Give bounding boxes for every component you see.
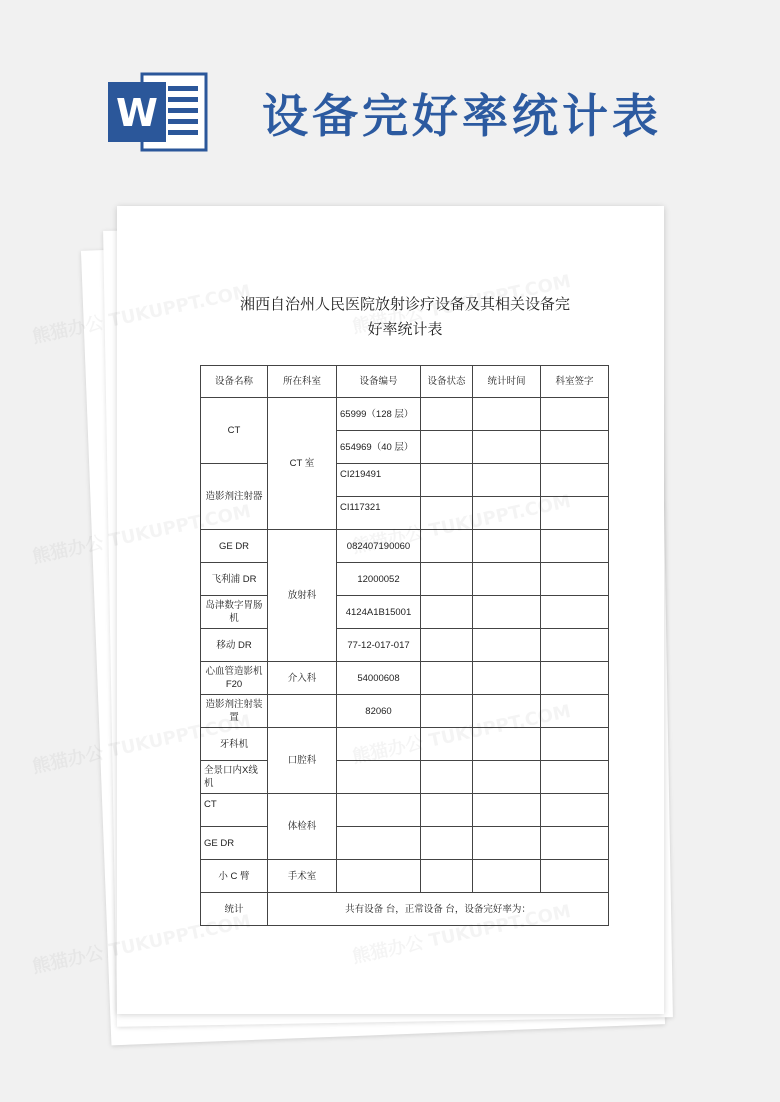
document-title — [200, 292, 610, 342]
table-row — [201, 695, 609, 728]
word-logo-letter: W — [116, 91, 158, 135]
device-name-cell: 心血管造影机 F20 — [201, 662, 268, 695]
signature-cell[interactable] — [541, 794, 609, 827]
device-code-cell-empty — [337, 794, 421, 827]
table-header-row — [201, 366, 609, 398]
device-name-cell: 全景口内X线机 — [201, 761, 268, 794]
device-name-cell: 牙科机 — [201, 728, 268, 761]
status-cell[interactable] — [421, 827, 473, 860]
device-name-cell: GE DR — [201, 827, 268, 860]
time-cell[interactable] — [473, 794, 541, 827]
department-cell: 手术室 — [268, 860, 337, 893]
time-cell[interactable] — [473, 431, 541, 464]
word-logo-icon — [108, 70, 208, 154]
header-dept-signature: 科室签字 — [541, 366, 609, 398]
signature-cell[interactable] — [541, 497, 609, 530]
status-cell[interactable] — [421, 860, 473, 893]
device-code-cell: 4124A1B15001 — [337, 596, 421, 629]
table-row — [201, 662, 609, 695]
device-name-cell: 造影剂注射器 — [201, 464, 268, 530]
device-code-cell: 54000608 — [337, 662, 421, 695]
time-cell[interactable] — [473, 629, 541, 662]
time-cell[interactable] — [473, 530, 541, 563]
device-name-cell: 造影剂注射装置 — [201, 695, 268, 728]
status-cell[interactable] — [421, 530, 473, 563]
table-row — [201, 728, 609, 761]
device-code-cell-empty — [337, 761, 421, 794]
status-cell[interactable] — [421, 431, 473, 464]
summary-label: 统计 — [201, 893, 268, 926]
status-cell[interactable] — [421, 497, 473, 530]
time-cell[interactable] — [473, 662, 541, 695]
signature-cell[interactable] — [541, 761, 609, 794]
document-title-line-1: 湘西自治州人民医院放射诊疗设备及其相关设备完 — [239, 295, 570, 313]
device-code-cell-empty — [337, 827, 421, 860]
equipment-table — [200, 365, 609, 926]
document-title-line-2: 好率统计表 — [367, 320, 443, 338]
signature-cell[interactable] — [541, 563, 609, 596]
device-name-cell: GE DR — [201, 530, 268, 563]
device-name-cell: CT — [201, 398, 268, 464]
device-name-cell: 移动 DR — [201, 629, 268, 662]
banner-title: 设备完好率统计表 — [262, 89, 662, 143]
device-code-cell: 77-12-017-017 — [337, 629, 421, 662]
time-cell[interactable] — [473, 563, 541, 596]
device-code-cell: CI219491 — [337, 464, 421, 497]
device-code-cell-empty — [337, 728, 421, 761]
status-cell[interactable] — [421, 695, 473, 728]
device-name-cell: 飞利浦 DR — [201, 563, 268, 596]
time-cell[interactable] — [473, 761, 541, 794]
signature-cell[interactable] — [541, 431, 609, 464]
signature-cell[interactable] — [541, 530, 609, 563]
time-cell[interactable] — [473, 596, 541, 629]
table-row — [201, 629, 609, 662]
time-cell[interactable] — [473, 398, 541, 431]
department-cell: 体检科 — [268, 794, 337, 860]
signature-cell[interactable] — [541, 398, 609, 431]
table-summary-row — [201, 893, 609, 926]
device-code-cell: 82060 — [337, 695, 421, 728]
summary-text[interactable]: 共有设备 台，正常设备 台，设备完好率为： — [268, 893, 609, 926]
header-device-code: 设备编号 — [337, 366, 421, 398]
department-cell-empty — [268, 695, 337, 728]
header-stat-time: 统计时间 — [473, 366, 541, 398]
signature-cell[interactable] — [541, 629, 609, 662]
status-cell[interactable] — [421, 761, 473, 794]
device-code-cell-empty — [337, 860, 421, 893]
status-cell[interactable] — [421, 563, 473, 596]
signature-cell[interactable] — [541, 695, 609, 728]
signature-cell[interactable] — [541, 860, 609, 893]
table-row — [201, 860, 609, 893]
table-row — [201, 530, 609, 563]
device-code-cell: 082407190060 — [337, 530, 421, 563]
department-cell: CT 室 — [268, 398, 337, 530]
table-row — [201, 464, 609, 497]
status-cell[interactable] — [421, 596, 473, 629]
time-cell[interactable] — [473, 728, 541, 761]
table-row — [201, 761, 609, 794]
signature-cell[interactable] — [541, 827, 609, 860]
table-row — [201, 794, 609, 827]
signature-cell[interactable] — [541, 728, 609, 761]
table-row — [201, 827, 609, 860]
department-cell: 放射科 — [268, 530, 337, 662]
signature-cell[interactable] — [541, 464, 609, 497]
status-cell[interactable] — [421, 728, 473, 761]
device-code-cell: 654969（40 层） — [337, 431, 421, 464]
header-department: 所在科室 — [268, 366, 337, 398]
time-cell[interactable] — [473, 827, 541, 860]
time-cell[interactable] — [473, 464, 541, 497]
table-row — [201, 398, 609, 431]
status-cell[interactable] — [421, 464, 473, 497]
device-name-cell: 岛津数字胃肠机 — [201, 596, 268, 629]
header-device-name: 设备名称 — [201, 366, 268, 398]
status-cell[interactable] — [421, 662, 473, 695]
table-row — [201, 596, 609, 629]
signature-cell[interactable] — [541, 596, 609, 629]
device-code-cell: CI117321 — [337, 497, 421, 530]
device-name-cell: CT — [201, 794, 268, 827]
table-row — [201, 563, 609, 596]
device-name-cell: 小 C 臂 — [201, 860, 268, 893]
device-code-cell: 12000052 — [337, 563, 421, 596]
status-cell[interactable] — [421, 794, 473, 827]
header-device-status: 设备状态 — [421, 366, 473, 398]
department-cell: 介入科 — [268, 662, 337, 695]
time-cell[interactable] — [473, 497, 541, 530]
status-cell[interactable] — [421, 398, 473, 431]
time-cell[interactable] — [473, 860, 541, 893]
signature-cell[interactable] — [541, 662, 609, 695]
department-cell: 口腔科 — [268, 728, 337, 794]
status-cell[interactable] — [421, 629, 473, 662]
device-code-cell: 65999（128 层） — [337, 398, 421, 431]
time-cell[interactable] — [473, 695, 541, 728]
